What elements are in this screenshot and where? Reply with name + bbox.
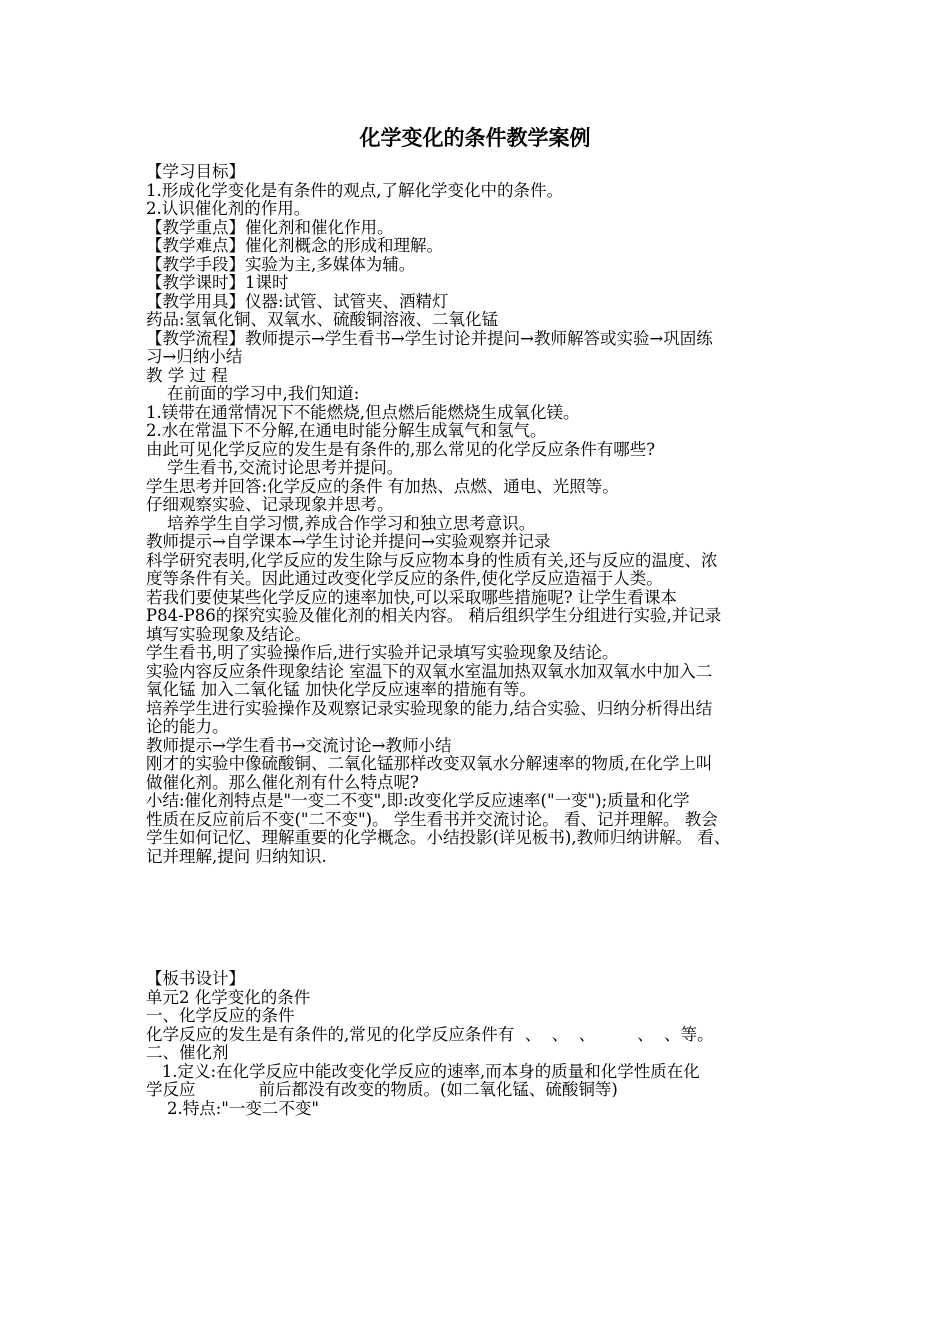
- board-section-2: 二、催化剂: [146, 1043, 229, 1062]
- teaching-focus: 【教学重点】催化剂和催化作用。: [146, 217, 394, 237]
- text-line: 在前面的学习中,我们知道:: [146, 384, 360, 403]
- text-line: 学生思考并回答:化学反应的条件 有加热、点燃、通电、光照等。: [146, 476, 619, 496]
- board-line: 化学反应的发生是有条件的,常见的化学反应条件有 、 、 、 、 、等。: [146, 1024, 714, 1044]
- text-line: 小结:催化剂特点是"一变二不变",即:改变化学反应速率("一变");质量和化学: [146, 791, 690, 810]
- board-definition: 1.定义:在化学反应中能改变化学反应的速率,而本身的质量和化学性质在化: [146, 1061, 700, 1081]
- reagents: 药品:氢氧化铜、双氧水、硫酸铜溶液、二氧化锰: [146, 310, 499, 329]
- text-line: 学生看书,明了实验操作后,进行实验并记录填写实验现象及结论。: [146, 643, 619, 662]
- document-title: 化学变化的条件教学案例: [359, 126, 591, 150]
- text-line: 仔细观察实验、记录现象并思考。: [146, 495, 394, 514]
- text-line: 2.水在常温下不分解,在通电时能分解生成氧气和氢气。: [146, 421, 547, 440]
- text-line: 填写实验现象及结论。: [146, 624, 311, 644]
- text-line: 教师提示→学生看书→交流讨论→教师小结: [146, 735, 452, 755]
- board-design: [146, 970, 816, 1118]
- text-line: 记并理解,提问 归纳知识.: [146, 846, 327, 866]
- text-line: 论的能力。: [146, 717, 229, 736]
- text-line: P84-P86的探究实验及催化剂的相关内容。 稍后组织学生分组进行实验,并记录: [146, 606, 722, 625]
- text-line: 做催化剂。那么催化剂有什么特点呢?: [146, 772, 419, 792]
- text-line: 学生看书,交流讨论思考并提问。: [146, 458, 404, 477]
- teaching-tools: 【教学用具】仪器:试管、试管夹、酒精灯: [146, 291, 449, 311]
- text-line: 实验内容反应条件现象结论 室温下的双氧水室温加热双氧水加双氧水中加入二: [146, 661, 713, 681]
- teaching-flow: 【教学流程】教师提示→学生看书→学生讨论并提问→教师解答或实验→巩固练: [146, 328, 713, 348]
- text-line: 培养学生自学习惯,养成合作学习和独立思考意识。: [146, 513, 536, 533]
- teaching-flow-cont: 习→归纳小结: [146, 347, 243, 366]
- text-line: 1.镁带在通常情况下不能燃烧,但点燃后能燃烧生成氧化镁。: [146, 402, 580, 422]
- text-line: 培养学生进行实验操作及观察记录实验现象的能力,结合实验、归纳分析得出结: [146, 698, 713, 718]
- lesson-body: [146, 163, 816, 866]
- class-hours: 【教学课时】1课时: [146, 273, 289, 292]
- objective-2: 2.认识催化剂的作用。: [146, 199, 311, 218]
- text-line: 度等条件有关。因此通过改变化学反应的条件,使化学反应造福于人类。: [146, 569, 663, 588]
- process-heading: 教 学 过 程: [146, 365, 228, 385]
- text-line: 学生如何记忆、理解重要的化学概念。小结投影(详见板书),教师归纳讲解。 看、: [146, 828, 731, 847]
- section-heading-objectives: 【学习目标】: [146, 162, 245, 181]
- text-line: 科学研究表明,化学反应的发生除与反应物本身的性质有关,还与反应的温度、浓: [146, 550, 718, 570]
- text-line: 氧化锰 加入二氧化锰 加快化学反应速率的措施有等。: [146, 680, 536, 699]
- text-line: 刚才的实验中像硫酸铜、二氧化锰那样改变双氧水分解速率的物质,在化学上叫: [146, 754, 713, 773]
- teaching-method: 【教学手段】实验为主,多媒体为辅。: [146, 254, 416, 274]
- board-heading: 【板书设计】: [146, 969, 245, 988]
- text-line: 若我们要使某些化学反应的速率加快,可以采取哪些措施呢? 让学生看课本: [146, 587, 677, 607]
- text-line: 性质在反应前后不变("二不变")。 学生看书并交流讨论。 看、记并理解。 教会: [146, 809, 718, 829]
- board-section-1: 一、化学反应的条件: [146, 1006, 295, 1025]
- text-line: 教师提示→自学课本→学生讨论并提问→实验观察并记录: [146, 532, 551, 551]
- board-definition-cont: 学反应 前后都没有改变的物质。(如二氧化锰、硫酸铜等): [146, 1080, 618, 1099]
- objective-1: 1.形成化学变化是有条件的观点,了解化学变化中的条件。: [146, 180, 563, 200]
- teaching-difficulty: 【教学难点】催化剂概念的形成和理解。: [146, 236, 443, 255]
- board-unit-title: 单元2 化学变化的条件: [146, 987, 311, 1007]
- text-line: 由此可见化学反应的发生是有条件的,那么常见的化学反应条件有哪些?: [146, 439, 656, 459]
- board-feature: 2.特点:"一变二不变": [146, 1098, 319, 1118]
